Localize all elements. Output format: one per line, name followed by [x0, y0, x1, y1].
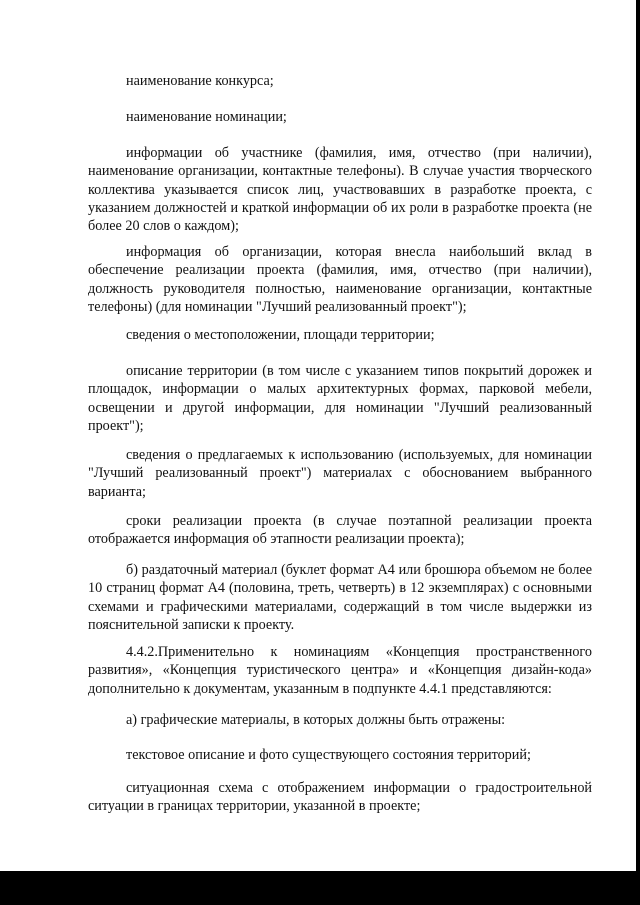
scan-edge-right [636, 0, 640, 905]
paragraph-materials: сведения о предлагаемых к использованию (используемых, для номинации "Лучший реализованный проект") материалах с обоснованием выбранного варианта; [88, 447, 592, 500]
paragraph-timeline: сроки реализации проекта (в случае поэтапной реализации проекта отображается информация об этапности реализации проекта); [88, 513, 592, 548]
paragraph-organization-info: информация об организации, которая внесла наибольший вклад в обеспечение реализации проекта (фамилия, имя, отчество (при наличии), должность руководителя полностью, наименование организации, контактные телефоны) (для номинации "Лучший реализованный проект"); [88, 244, 592, 315]
scan-bottom-band [0, 871, 640, 905]
paragraph-section-4-4-2: 4.4.2.Применительно к номинациям «Концепция пространственного развития», «Концепция туристического центра» и «Концепция дизайн-кода» дополнительно к документам, указанным в подпункте 4.4.1 представляются: [88, 644, 592, 697]
paragraph-location: сведения о местоположении, площади территории; [126, 327, 435, 343]
paragraph-contest-name: наименование конкурса; [126, 73, 274, 89]
paragraph-handout: б) раздаточный материал (буклет формат А4 или брошюра объемом не более 10 страниц формат А4 (половина, треть, четверть) в 12 экземплярах) с основными схемами и графическими материалами, содержащий в том числе выдержки из пояснительной записки к проекту. [88, 562, 592, 633]
paragraph-situational-scheme: ситуационная схема с отображением информации о градостроительной ситуации в границах территории, указанной в проекте; [88, 780, 592, 815]
paragraph-territory-description: описание территории (в том числе с указанием типов покрытий дорожек и площадок, информации о малых архитектурных формах, парковой мебели, освещении и другой информации, для номинации "Лучший реализованный проект"); [88, 363, 592, 434]
paragraph-participant-info: информации об участнике (фамилия, имя, отчество (при наличии), наименование организации, контактные телефоны). В случае участия творческого коллектива указывается список лиц, участвовавших в разработке проекта, с указанием должностей и краткой информации об их роли в разработке проекта (не более 20 слов о каждом); [88, 145, 592, 235]
paragraph-nomination-name: наименование номинации; [126, 109, 287, 125]
paragraph-text-description: текстовое описание и фото существующего состояния территорий; [126, 747, 531, 763]
paragraph-graphic-materials: а) графические материалы, в которых должны быть отражены: [126, 712, 506, 728]
